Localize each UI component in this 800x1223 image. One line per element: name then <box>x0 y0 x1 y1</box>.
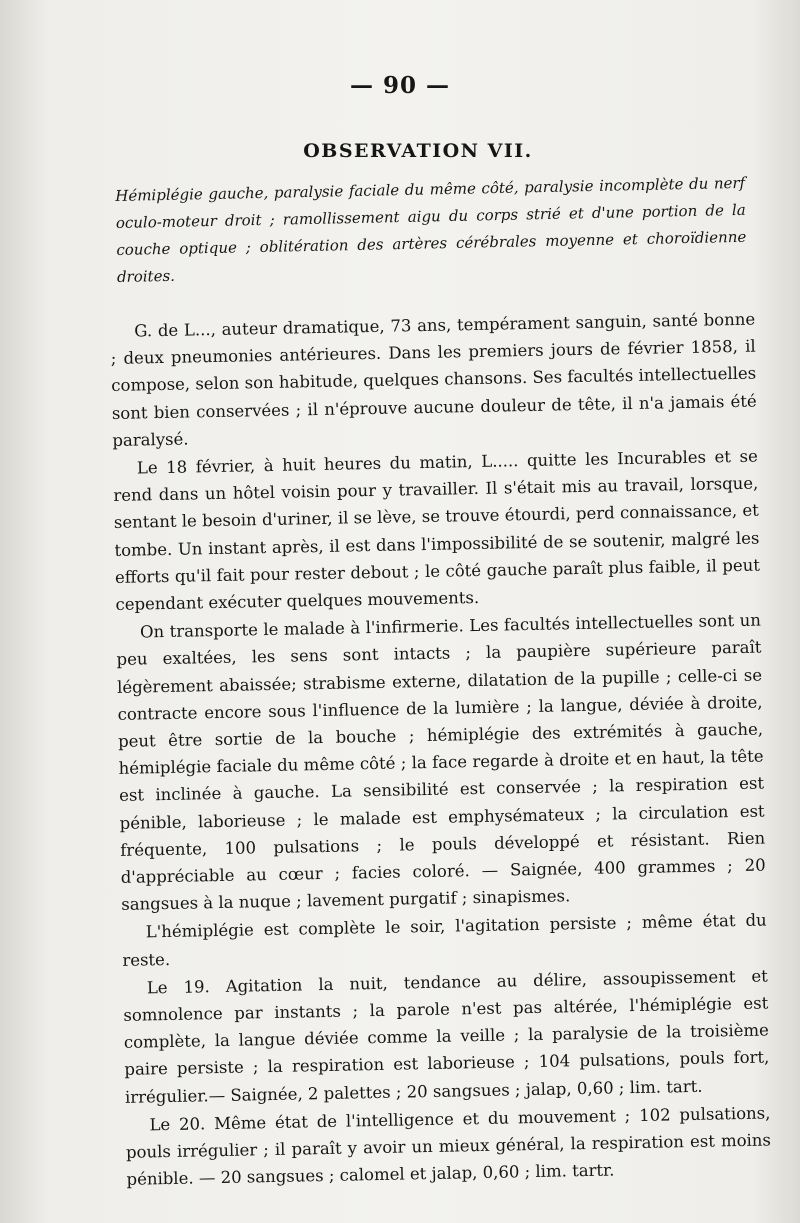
page-number: — 90 — <box>349 72 451 99</box>
paragraph: L'hémiplégie est complète le soir, l'agitation persiste ; même état du reste. <box>122 910 767 970</box>
case-body <box>110 306 772 1195</box>
paragraph: G. de L..., auteur dramatique, 73 ans, tempérament sanguin, santé bonne ; deux pneumonies antérieures. Dans les premiers jours de février 1858, il compose, selon son habitude, quelques chansons. Ses facultés intellectuelles sont bien conservées ; il n'éprouve aucune douleur de tête, il n'a jamais été paralysé. <box>110 309 757 450</box>
paragraph: Le 19. Agitation la nuit, tendance au délire, assoupissement et somnolence par instants ; la parole n'est pas altérée, l'hémiplégie est complète, la langue déviée comme la veille ; la paralysie de la troisième paire persiste ; la respiration est laborieuse ; 104 pulsations, pouls fort, irrégulier.— Saignée, 2 palettes ; 20 sangsues ; jalap, 0,60 ; lim. tart. <box>123 966 770 1107</box>
case-summary: Hémiplégie gauche, paralysie faciale du même côté, paralysie incomplète du nerf oculo-moteur droit ; ramollissement aigu du corps strié et d'une portion de la couche optique ; oblitération des artères cérébrales moyenne et choroïdienne droites. <box>115 173 747 286</box>
paragraph: Le 18 février, à huit heures du matin, L..... quitte les Incurables et se rend dans un hôtel voisin pour y travailler. Il s'était mis au travail, lorsque, sentant le besoin d'uriner, il se lève, se trouve étourdi, perd connaissance, et tombe. Un instant après, il est dans l'impossibilité de se soutenir, malgré les efforts qu'il fait pour rester debout ; le côté gauche paraît plus faible, il peut cependant exécuter quelques mouvements. <box>113 446 761 614</box>
paragraph: Le 20. Même état de l'intelligence et du mouvement ; 102 pulsations, pouls irrégulier ; il paraît y avoir un mieux général, la respiration est moins pénible. — 20 sangsues ; calomel et jalap, 0,60 ; lim. tartr. <box>125 1103 772 1190</box>
observation-title: OBSERVATION VII. <box>303 140 533 162</box>
paragraph: On transporte le malade à l'infirmerie. Les facultés intellectuelles sont un peu exaltées, les sens sont intacts ; la paupière supérieure paraît légèrement abaissée; strabisme externe, dilatation de la pupille ; celle-ci se contracte encore sous l'influence de la lumière ; la langue, déviée à droite, peut être sortie de la bouche ; hémiplégie des extrémités à gauche, hémiplégie faciale du même côté ; la face regarde à droite et en haut, la tête est inclinée à gauche. La sensibilité est conservée ; la respiration est pénible, laborieuse ; le malade est emphysémateux ; la circulation est fréquente, 100 pulsations ; le pouls développé et résistant. Rien d'appréciable au cœur ; facies coloré. — Saignée, 400 grammes ; 20 sangsues à la nuque ; lavement purgatif ; sinapismes. <box>116 610 766 915</box>
